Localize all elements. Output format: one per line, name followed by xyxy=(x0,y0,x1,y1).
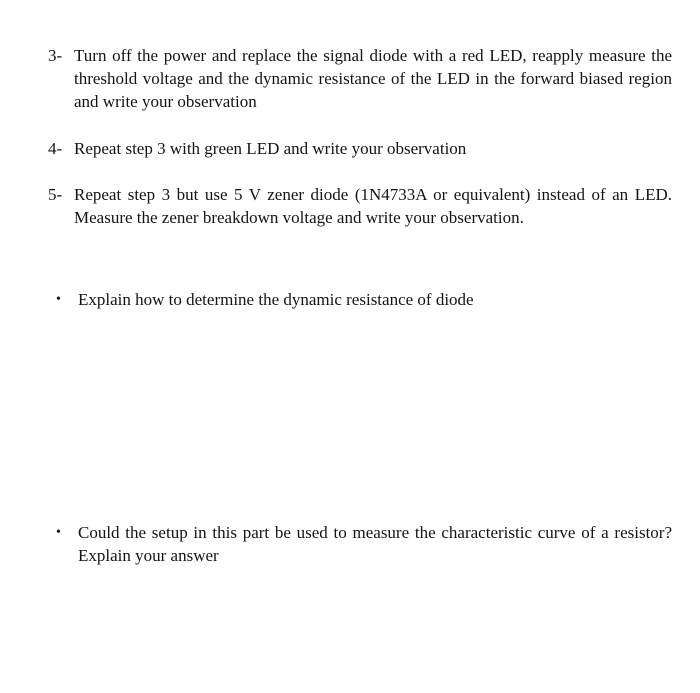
question-resistor-curve xyxy=(56,521,672,567)
step-3 xyxy=(48,44,672,113)
question-dynamic-resistance xyxy=(56,288,672,311)
step-number: 3- xyxy=(48,46,63,65)
step-5 xyxy=(48,183,672,229)
step-text: Repeat step 3 but use 5 V zener diode (1N4733A or equivalent) instead of an LED. Measure the zener breakdown voltage and write your observation. xyxy=(74,185,672,227)
step-number: 5- xyxy=(48,185,63,204)
question-text: Could the setup in this part be used to measure the characteristic curve of a resistor? Explain your answer xyxy=(78,523,672,565)
step-text: Turn off the power and replace the signal diode with a red LED, reapply measure the threshold voltage and the dynamic resistance of the LED in the forward biased region and write your observation xyxy=(74,46,672,111)
question-text: Explain how to determine the dynamic resistance of diode xyxy=(78,290,474,309)
bullet-icon: • xyxy=(56,525,61,540)
step-text: Repeat step 3 with green LED and write your observation xyxy=(74,139,467,158)
bullet-icon: • xyxy=(56,292,61,307)
step-4 xyxy=(48,137,672,160)
step-number: 4- xyxy=(48,139,63,158)
